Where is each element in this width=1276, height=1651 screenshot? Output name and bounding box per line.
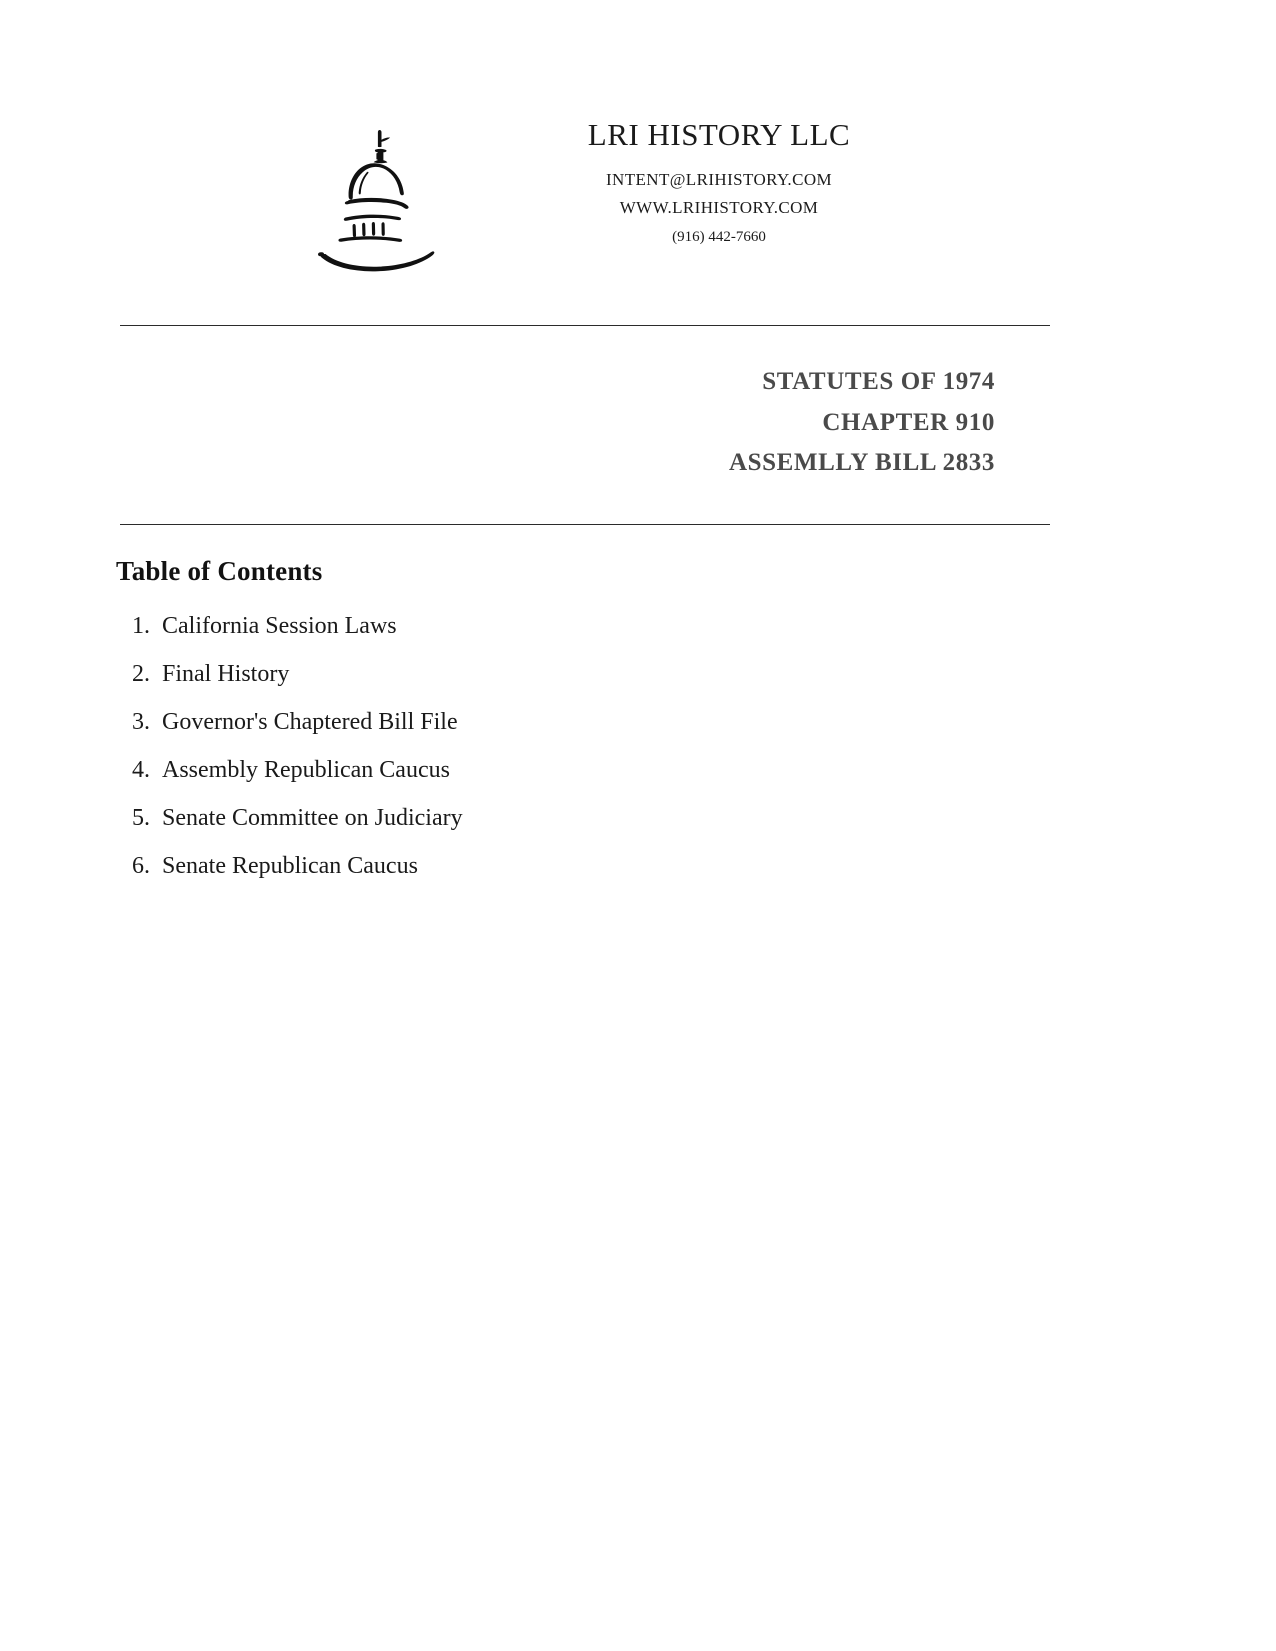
list-item[interactable] (116, 806, 916, 830)
org-phone: (916) 442-7660 (672, 229, 766, 246)
list-item-label: Final History (162, 661, 290, 687)
list-item-label: Senate Republican Caucus (162, 853, 418, 879)
list-item-label: California Session Laws (162, 613, 397, 639)
logo (290, 118, 470, 289)
letterhead (0, 118, 1276, 289)
org-email: INTENT@LRIHISTORY.COM (605, 170, 833, 190)
divider-top (120, 325, 1050, 326)
list-item[interactable] (116, 710, 916, 734)
statutes-year: STATUTES OF 1974 (762, 368, 995, 395)
table-of-contents-list (116, 614, 916, 902)
capitol-dome-icon (305, 124, 455, 289)
list-item-number: 4. (132, 757, 150, 783)
list-item[interactable] (116, 758, 916, 782)
list-item-number: 5. (132, 805, 150, 831)
org-name: LRI HISTORY LLC (587, 117, 851, 152)
chapter-number: CHAPTER 910 (822, 408, 995, 436)
list-item-number: 6. (132, 853, 150, 879)
title-block (120, 362, 995, 484)
list-item[interactable] (116, 614, 916, 638)
list-item-number: 3. (132, 709, 150, 735)
page-title: Table of Contents (116, 556, 323, 586)
list-item-label: Assembly Republican Caucus (162, 757, 450, 783)
list-item[interactable] (116, 662, 916, 686)
list-item-label: Governor's Chaptered Bill File (162, 709, 458, 735)
bill-number: ASSEMLLY BILL 2833 (729, 449, 995, 476)
list-item-number: 2. (132, 661, 150, 687)
org-info (504, 118, 934, 251)
list-item[interactable] (116, 854, 916, 878)
list-item-label: Senate Committee on Judiciary (162, 805, 463, 831)
list-item-number: 1. (132, 613, 150, 639)
divider-bottom (120, 524, 1050, 525)
org-website: WWW.LRIHISTORY.COM (619, 198, 819, 218)
